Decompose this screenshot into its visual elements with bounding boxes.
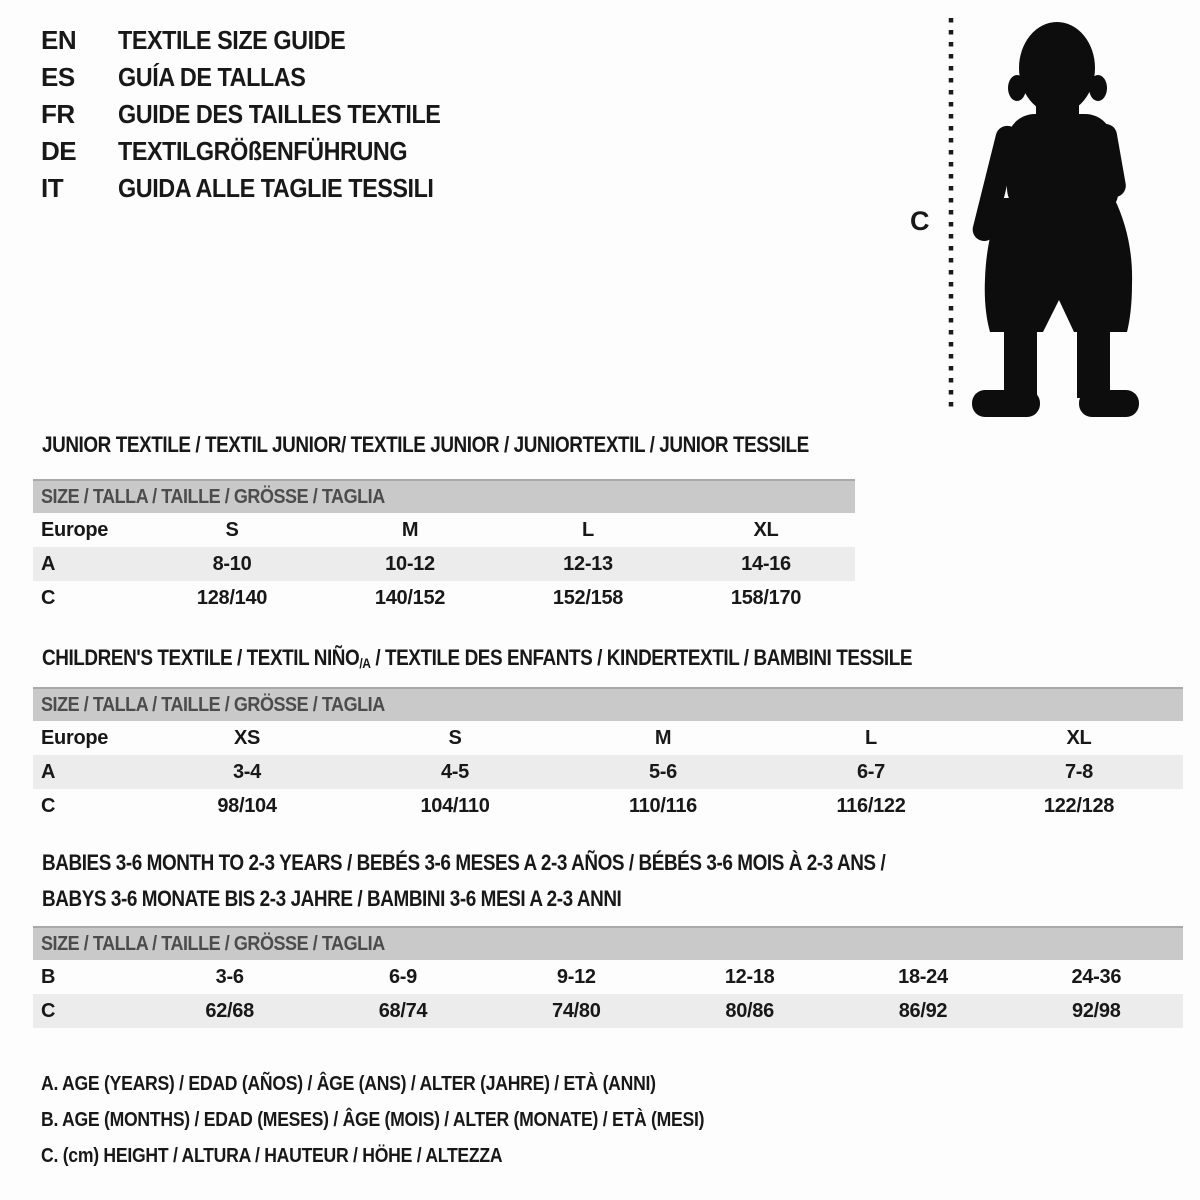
size-cell: L [582,518,594,541]
size-cell: 6-9 [388,965,417,988]
children-heading-pre: CHILDREN'S TEXTILE / TEXTIL NIÑO [42,645,360,670]
size-cell: 110/116 [629,794,697,817]
language-row-fr [41,96,476,133]
row-label: B [41,965,56,988]
size-cell: 3-4 [232,760,261,783]
size-cell: 4-5 [440,760,469,783]
table-row-europe [33,721,1183,755]
row-label: Europe [41,726,109,749]
children-section-heading [42,645,912,676]
language-title: GUIDE DES TAILLES TEXTILE [118,99,441,129]
language-code: FR [41,99,75,129]
junior-section-heading: JUNIOR TEXTILE / TEXTIL JUNIOR/ TEXTILE JUNIOR / JUNIORTEXTIL / JUNIOR TESSILE [42,432,809,457]
language-title: GUÍA DE TALLAS [118,62,306,92]
language-title: TEXTILE SIZE GUIDE [118,25,346,55]
size-cell: 128/140 [196,586,268,609]
size-cell: 9-12 [556,965,596,988]
legend [41,1066,795,1174]
toddler-silhouette-icon [970,22,1139,417]
language-title: TEXTILGRÖßENFÜHRUNG [118,136,408,166]
babies-heading-line2: BABYS 3-6 MONATE BIS 2-3 JAHRE / BAMBINI 3-6 MESI A 2-3 ANNI [42,886,622,911]
size-cell: 6-7 [856,760,885,783]
language-code: ES [41,62,75,92]
size-cell: 5-6 [648,760,677,783]
babies-size-table [33,926,1183,1028]
size-cell: L [865,726,877,749]
size-cell: 152/158 [552,586,624,609]
size-band [33,479,855,513]
size-cell: 86/92 [898,999,948,1022]
language-row-es [41,59,476,96]
row-label: C [41,999,56,1022]
table-row-c [33,994,1183,1028]
size-band-label: SIZE / TALLA / TAILLE / GRÖSSE / TAGLIA [41,485,385,508]
size-cell: XS [233,726,261,749]
children-heading-post: / TEXTILE DES ENFANTS / KINDERTEXTIL / BAMBINI TESSILE [370,645,913,670]
size-cell: 98/104 [217,794,277,817]
size-band-label: SIZE / TALLA / TAILLE / GRÖSSE / TAGLIA [41,932,385,955]
size-cell: 8-10 [212,552,252,575]
language-code: IT [41,173,64,203]
language-row-en [41,22,476,59]
legend-line-b: B. AGE (MONTHS) / EDAD (MESES) / ÂGE (MOIS) / ALTER (MONATE) / ETÀ (MESI) [41,1109,705,1131]
size-cell: 122/128 [1043,794,1115,817]
table-row-b [33,960,1183,994]
size-cell: XL [753,518,779,541]
row-label: A [41,552,56,575]
language-code: EN [41,25,77,55]
size-cell: 68/74 [378,999,428,1022]
size-cell: 62/68 [205,999,254,1022]
size-cell: M [401,518,419,541]
size-cell: 24-36 [1071,965,1122,988]
babies-heading-line1: BABIES 3-6 MONTH TO 2-3 YEARS / BEBÉS 3-6 MESES A 2-3 AÑOS / BÉBÉS 3-6 MOIS À 2-3 ANS / [42,850,886,875]
size-cell: 14-16 [741,552,791,575]
table-row-a [33,547,855,581]
size-cell: 12-13 [563,552,613,575]
size-cell: 104/110 [420,794,490,817]
size-cell: M [654,726,672,749]
size-cell: 158/170 [730,586,802,609]
language-row-de [41,133,476,170]
size-cell: 116/122 [836,794,906,817]
language-code: DE [41,136,77,166]
table-row-a [33,755,1183,789]
legend-line-a: A. AGE (YEARS) / EDAD (AÑOS) / ÂGE (ANS) / ALTER (JAHRE) / ETÀ (ANNI) [41,1073,656,1095]
row-label: Europe [41,518,109,541]
size-cell: S [448,726,462,749]
size-band-label: SIZE / TALLA / TAILLE / GRÖSSE / TAGLIA [41,693,385,716]
language-list [41,22,476,207]
height-measure-figure [880,0,1200,430]
size-cell: XL [1066,726,1092,749]
legend-line-c: C. (cm) HEIGHT / ALTURA / HAUTEUR / HÖHE / ALTEZZA [41,1145,503,1167]
size-cell: 10-12 [385,552,435,575]
table-row-c [33,789,1183,823]
language-row-it [41,170,476,207]
language-title: GUIDA ALLE TAGLIE TESSILI [118,173,434,203]
row-label: A [41,760,56,783]
children-size-table [33,687,1183,823]
row-label: C [41,586,56,609]
size-cell: S [225,518,239,541]
size-band [33,687,1183,721]
size-cell: 12-18 [724,965,775,988]
size-cell: 18-24 [898,965,948,988]
size-cell: 74/80 [552,999,601,1022]
size-cell: 92/98 [1072,999,1121,1022]
row-label: C [41,794,56,817]
table-row-europe [33,513,855,547]
size-cell: 3-6 [215,965,244,988]
size-band [33,926,1183,960]
size-cell: 140/152 [374,586,446,609]
junior-size-table [33,479,855,615]
figure-c-label: C [910,206,930,236]
babies-section-heading [42,845,885,917]
children-heading-sub: /A [359,655,371,671]
size-cell: 80/86 [725,999,774,1022]
table-row-c [33,581,855,615]
size-cell: 7-8 [1064,760,1093,783]
